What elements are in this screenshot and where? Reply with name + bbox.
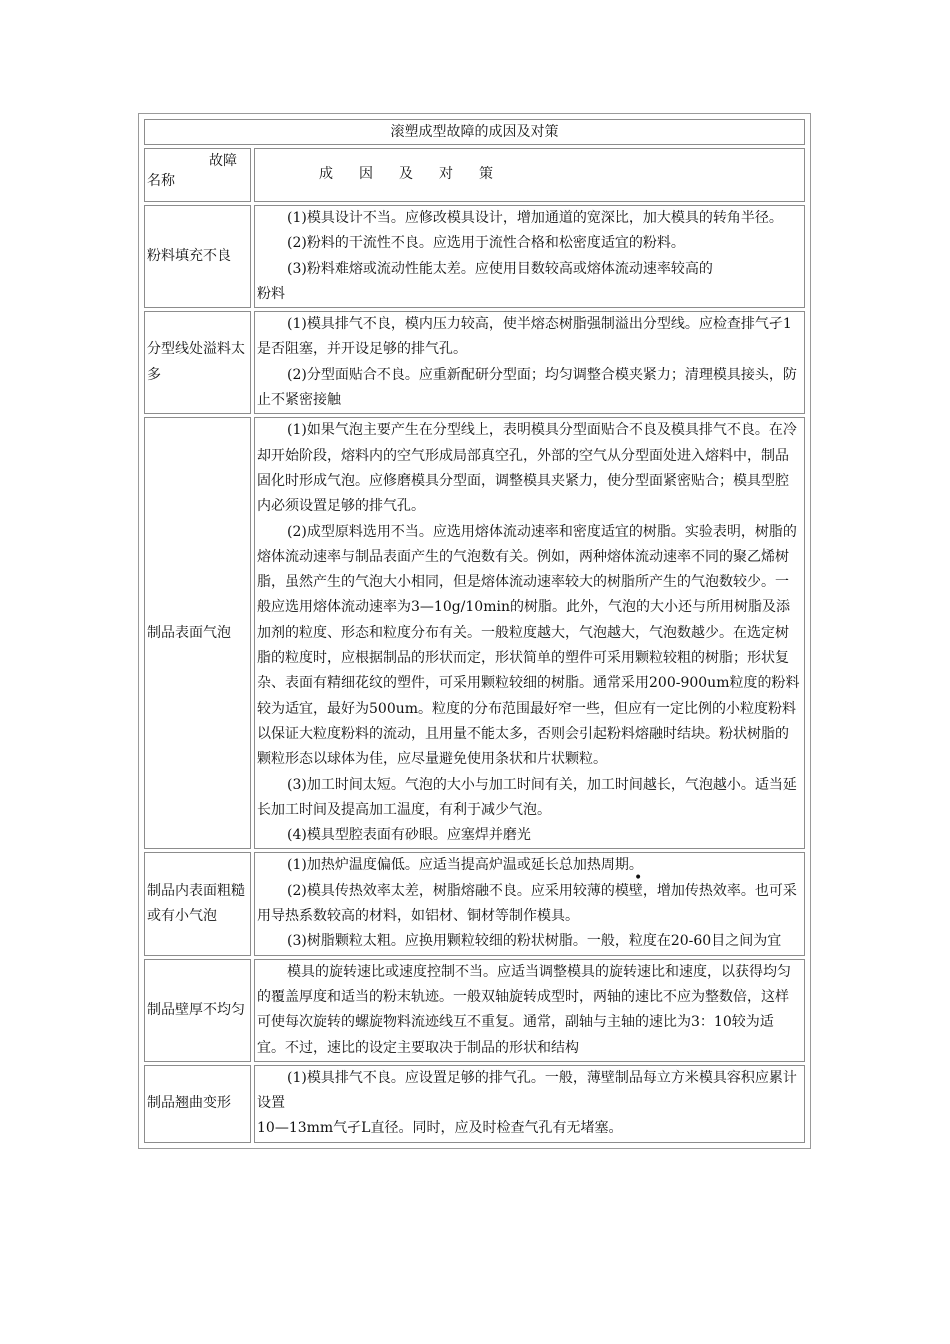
cause-cell [254, 1065, 805, 1143]
cause-paragraph: 10—13mm气孑L直径。同时，应及时检查气孔有无堵塞。 [257, 1120, 623, 1137]
fault-name-cell: 粉料填充不良 [144, 205, 251, 308]
cause-paragraph: 粉料 [257, 285, 285, 302]
fault-name-cell: 制品翘曲变形 [144, 1065, 251, 1143]
fault-row [144, 1065, 805, 1143]
fault-row [144, 417, 805, 849]
header-char: 因 [359, 166, 373, 183]
cause-paragraph: (2)模具传热效率太差，树脂熔融不良。应采用较薄的模壁，增加传热效率。也可采用导热系数较高的材料，如铝材、铜材等制作模具。 [257, 882, 797, 925]
header-name-line1: 故障 [209, 153, 237, 169]
cause-paragraph: (4)模具型腔表面有砂眼。应塞焊并磨光 [287, 827, 531, 844]
cause-cell [254, 417, 805, 849]
fault-table [141, 116, 808, 1146]
stray-dot: • [634, 870, 643, 886]
cause-cell [254, 852, 805, 955]
fault-rows [144, 205, 805, 1143]
cause-paragraph: (3)粉料难熔或流动性能太差。应使用目数较高或熔体流动速率较高的 [287, 260, 713, 277]
header-causes [254, 148, 805, 202]
cause-paragraph: (1)如果气泡主要产生在分型线上，表明模具分型面贴合不良及模具排气不良。在冷却开始阶段，熔料内的空气形成局部真空孔，外部的空气从分型面处进入熔料中，制品固化时形成气泡。应修磨模具分型面，调整模具夹紧力，使分型面紧密贴合；模具型腔内必须设置足够的排气孔。 [257, 422, 797, 515]
header-row [144, 148, 805, 202]
fault-name-cell: 制品表面气泡 [144, 417, 251, 849]
header-char: 及 [399, 166, 413, 183]
fault-name-cell: 制品内表面粗糙或有小气泡 [144, 852, 251, 955]
fault-row [144, 959, 805, 1062]
cause-paragraph: 模具的旋转速比或速度控制不当。应适当调整模具的旋转速比和速度，以获得均匀的覆盖厚度和适当的粉末轨迹。一般双轴旋转成型时，两轴的速比不应为整数倍，这样可使每次旋转的螺旋物料流迹线互不重复。通常，副轴与主轴的速比为3：10较为适宜。不过，速比的设定主要取决于制品的形状和结构 [257, 963, 791, 1056]
fault-row [144, 311, 805, 414]
header-char: 策 [479, 166, 493, 183]
fault-name-cell: 分型线处溢料太多 [144, 311, 251, 414]
document-frame [138, 113, 811, 1149]
cause-cell [254, 311, 805, 414]
cause-paragraph: (1)模具排气不良。应设置足够的排气孔。一般，薄壁制品每立方米模具容积应累计设置 [257, 1069, 797, 1112]
cause-paragraph: (1)加热炉温度偏低。应适当提高炉温或延长总加热周期。 [287, 857, 643, 874]
cause-paragraph: (1)模具设计不当。应修改模具设计，增加通道的宽深比，加大模具的转角半径。 [287, 210, 783, 226]
header-fault-name [144, 148, 251, 202]
fault-name-cell: 制品壁厚不均匀 [144, 959, 251, 1062]
title-row [144, 119, 805, 145]
fault-row [144, 852, 805, 955]
cause-cell [254, 205, 805, 308]
header-char: 对 [439, 166, 453, 183]
cause-paragraph: (3)树脂颗粒太粗。应换用颗粒较细的粉状树脂。一般，粒度在20-60目之间为宜 [287, 933, 782, 950]
cause-paragraph: (2)粉料的干流性不良。应选用于流性合格和松密度适宜的粉料。 [287, 235, 685, 252]
cause-paragraph: (1)模具排气不良，模内压力较高，使半熔态树脂强制溢出分型线。应检查排气孑1是否阻塞，并开设足够的排气孔。 [257, 316, 792, 358]
cause-paragraph: (3)加工时间太短。气泡的大小与加工时间有关，加工时间越长，气泡越小。适当延长加工时间及提高加工温度，有利于减少气泡。 [257, 776, 797, 818]
cause-paragraph: (2)成型原料选用不当。应选用熔体流动速率和密度适宜的树脂。实验表明，树脂的熔体流动速率与制品表面产生的气泡数有关。例如，两种熔体流动速率不同的聚乙烯树脂，虽然产生的气泡大小相同，但是熔体流动速率较大的树脂所产生的气泡数较少。一般应选用熔体流动速率为3—10g/10min的树脂。此外，气泡的大小还与所用树脂及添加剂的粒度、形态和粒度分布有关。一般粒度越大，气泡越大，气泡数越少。在选定树脂的粒度时，应根据制品的形状而定，形状简单的塑件可采用颗粒较粗的树脂；形状复杂、表面有精细花纹的塑件，可采用颗粒较细的树脂。通常采用200-900um粒度的粉料较为适宜，最好为500um。粒度的分布范围最好窄一些，但应有一定比例的小粒度粉料以保证大粒度粉料的流动，且用量不能太多，否则会引起粉料熔融时结块。粉状树脂的颗粒形态以球体为佳，应尽量避免使用条状和片状颗粒。 [257, 523, 800, 768]
table-title: 滚塑成型故障的成因及对策 [144, 119, 805, 145]
fault-row [144, 205, 805, 308]
header-name-line2: 名称 [147, 173, 175, 189]
header-char: 成 [319, 166, 333, 183]
cause-cell [254, 959, 805, 1062]
cause-paragraph: (2)分型面贴合不良。应重新配研分型面；均匀调整合模夹紧力；清理模具接头，防止不紧密接触 [257, 366, 797, 409]
